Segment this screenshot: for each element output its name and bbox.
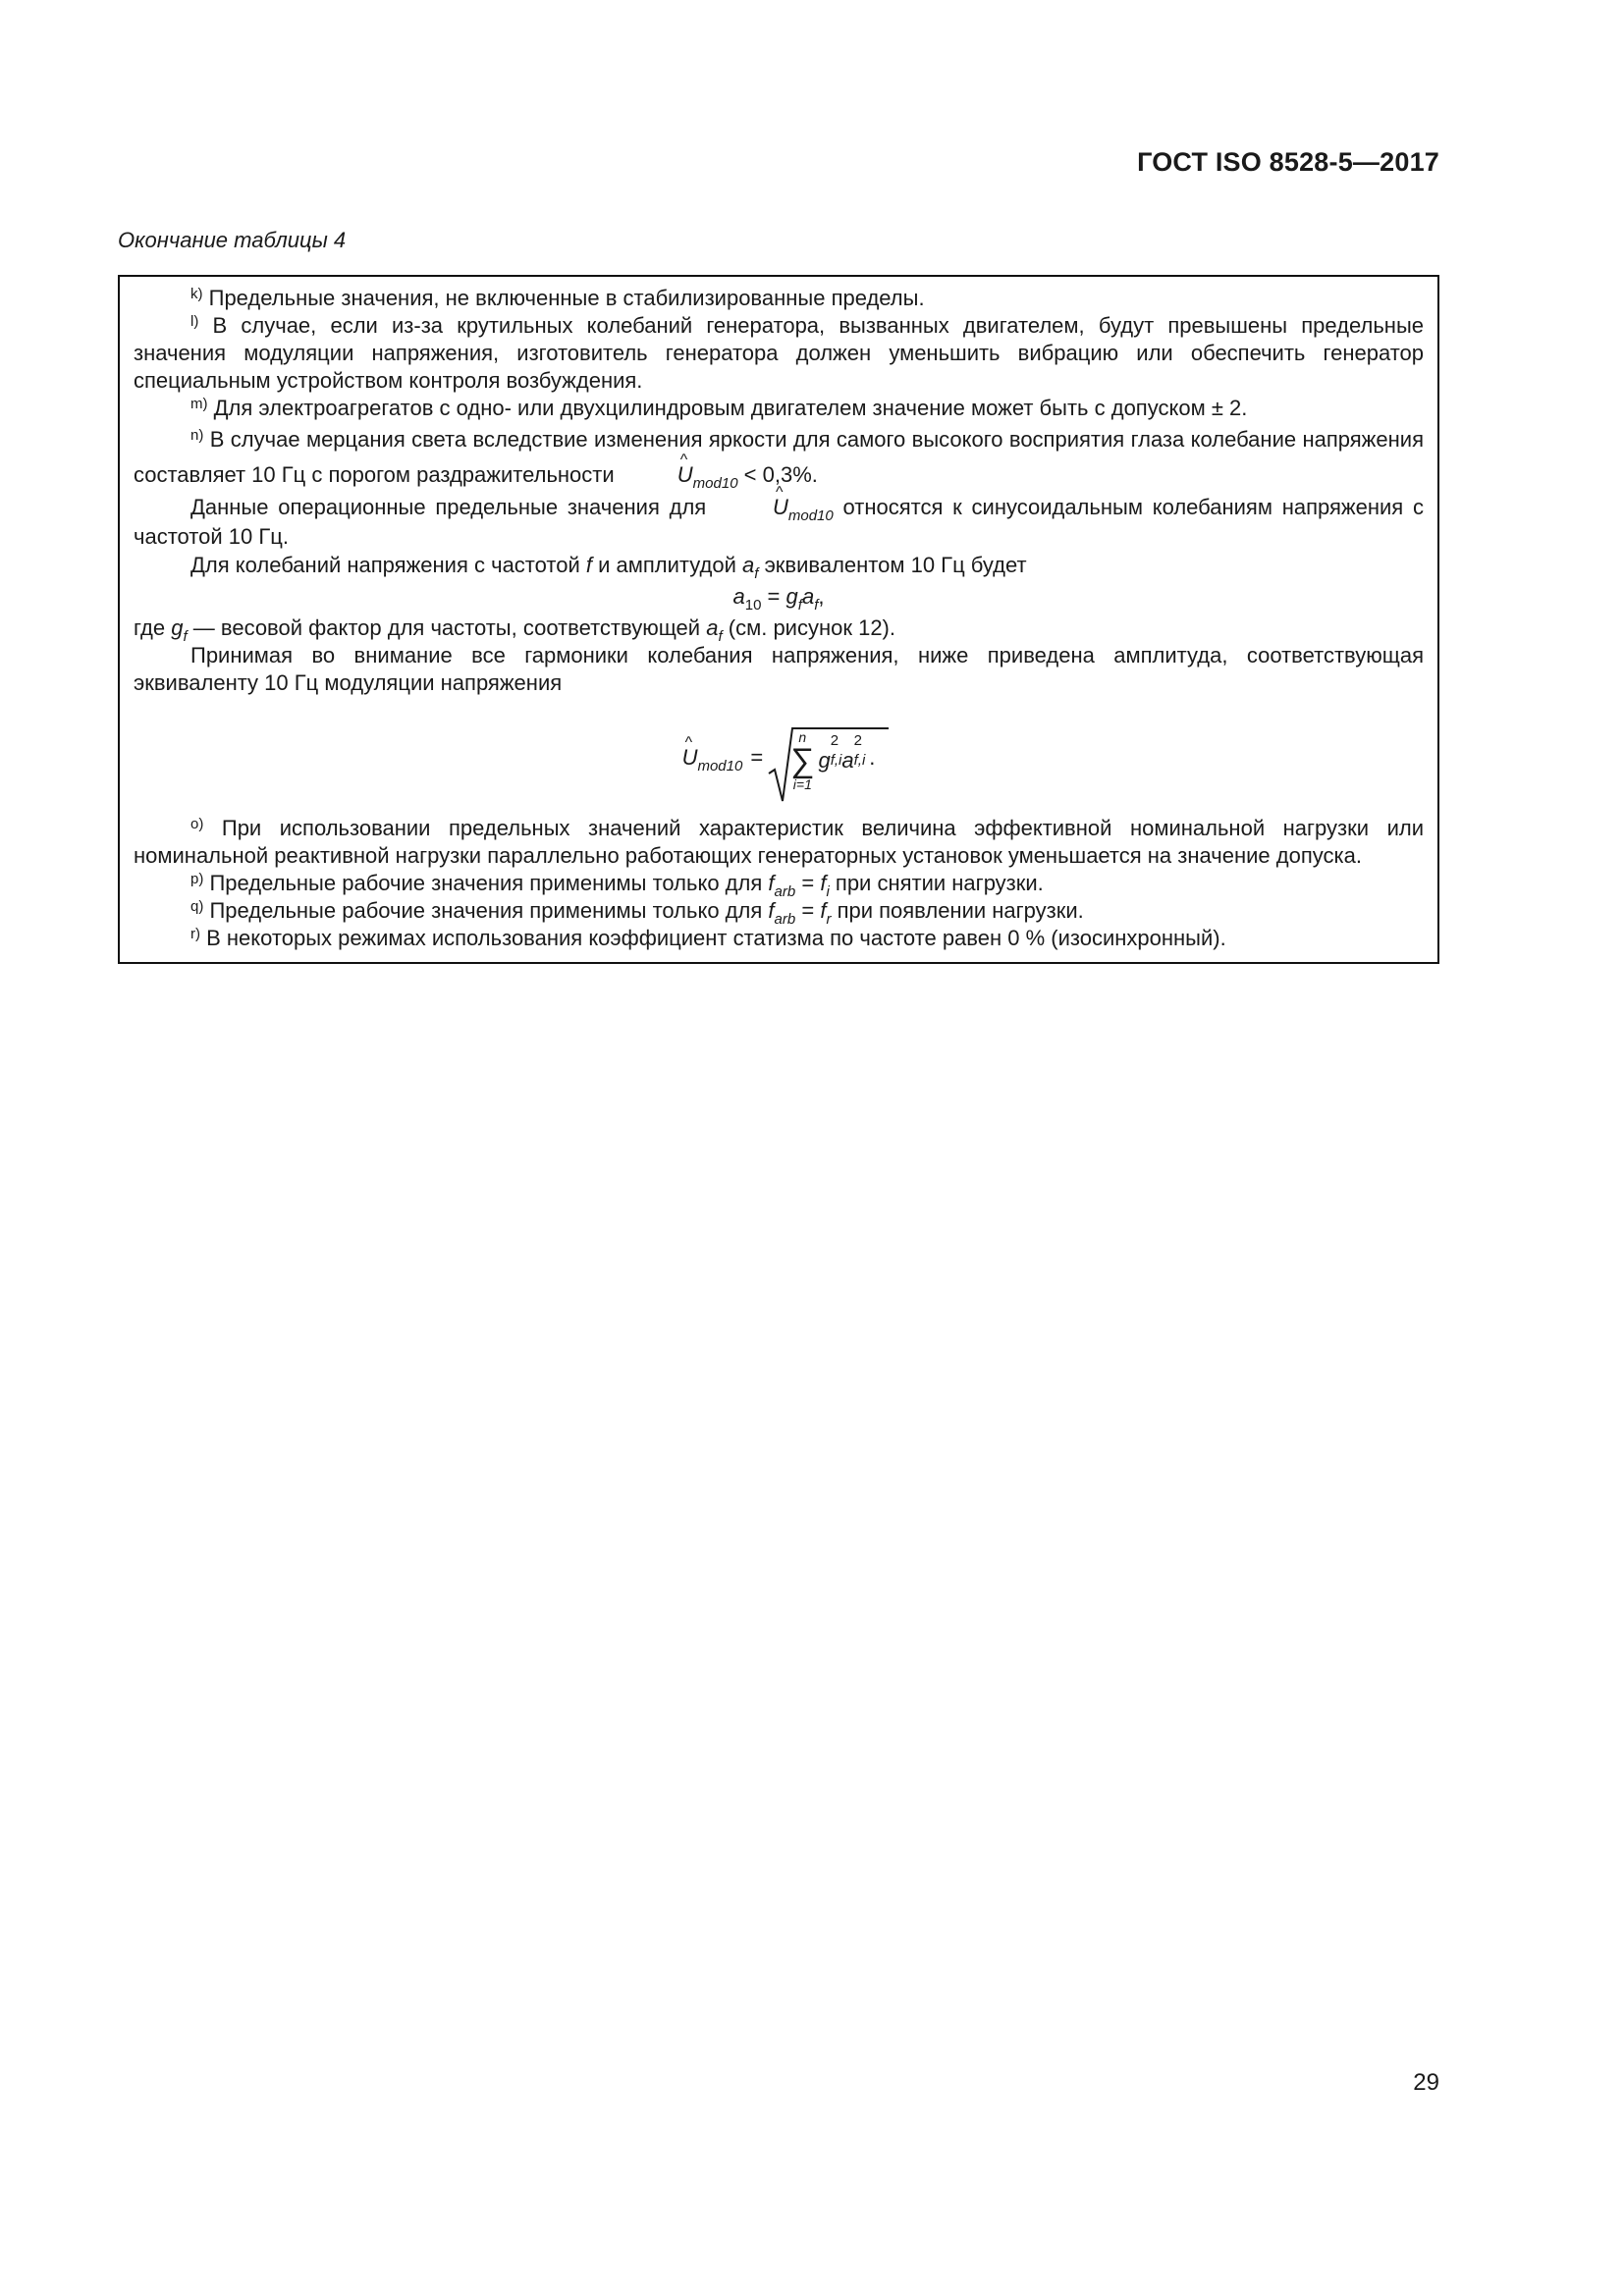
square-root: n ∑ i=1 g 2 f,i a 2 f,i bbox=[767, 724, 865, 791]
note-text: При использовании предельных значений характеристик величина эффективной номинальной нагрузки или номинальной реактивной нагрузки параллельно работающих генераторных установок уменьшается на значение допуска. bbox=[134, 816, 1424, 868]
note-o bbox=[134, 815, 1424, 870]
formula-u-mod10: ^ $U_{mod10}$ = n ∑ i=1 g 2 f,i a 2 f,i . bbox=[134, 711, 1424, 805]
u-hat-symbol: ^ U bbox=[621, 457, 693, 493]
note-n-harmonics: Принимая во внимание все гармоники колебания напряжения, ниже приведена амплитуда, соответствующая эквиваленту 10 Гц модуляции напряжения bbox=[134, 643, 1424, 695]
note-mark: k) bbox=[190, 286, 203, 302]
note-l bbox=[134, 312, 1424, 395]
note-n-operational: Данные операционные предельные значения для ^ $U_{mod10}$ относятся к синусоидальным колебаниям напряжения с частотой 10 Гц. bbox=[134, 493, 1424, 552]
document-code: ГОСТ ISO 8528-5—2017 bbox=[1137, 147, 1439, 177]
note-text: Для электроагрегатов с одно- или двухцилиндровым двигателем значение может быть с допуском ± 2. bbox=[213, 396, 1248, 420]
note-text: В случае мерцания света вследствие изменения яркости для самого высокого восприятия глаза колебание напряжения составляет 10 Гц с порогом раздражительности bbox=[134, 427, 1424, 487]
note-m bbox=[134, 395, 1424, 422]
subscript: mod10 bbox=[787, 507, 834, 524]
subscript: mod10 bbox=[692, 475, 738, 492]
note-text: В случае, если из-за крутильных колебаний генератора, вызванных двигателем, будут превышены предельные значения модуляции напряжения, изготовитель генератора должен уменьшить вибрацию или обеспечить генератор специальным устройством контроля возбуждения. bbox=[134, 313, 1424, 393]
note-k bbox=[134, 285, 1424, 312]
threshold-value: < 0,3%. bbox=[743, 462, 818, 487]
note-mark: l) bbox=[190, 313, 199, 330]
note-mark: m) bbox=[190, 396, 208, 412]
u-hat-symbol: ^ U bbox=[716, 493, 788, 522]
note-text: Предельные значения, не включенные в стабилизированные пределы. bbox=[208, 286, 925, 310]
note-mark: o) bbox=[190, 816, 204, 832]
note-mark: p) bbox=[190, 871, 204, 887]
note-mark: n) bbox=[190, 427, 204, 444]
page-number: 29 bbox=[1413, 2069, 1439, 2096]
note-r bbox=[134, 925, 1424, 952]
note-p: $^{p)}$ Предельные рабочие значения применимы только для $f_{arb} = f_i$ при снятии нагрузки. bbox=[190, 871, 1044, 900]
note-text: В некоторых режимах использования коэффициент статизма по частоте равен 0 % (изосинхронный). bbox=[206, 926, 1226, 950]
radical-sign-icon bbox=[767, 724, 889, 805]
formula-a10: $a_{10} = g_fa_f$, bbox=[732, 584, 825, 614]
u-hat-symbol: ^ U bbox=[682, 744, 698, 772]
table-continuation-caption: Окончание таблицы 4 bbox=[118, 228, 347, 252]
summation: n ∑ i=1 bbox=[790, 729, 815, 792]
note-q: $^{q)}$ Предельные рабочие значения применимы только для $f_{arb} = f_r$ при появлении нагрузки. bbox=[190, 898, 1084, 928]
table-notes-box bbox=[118, 275, 1439, 964]
note-mark: r) bbox=[190, 926, 200, 942]
note-n-equivalent: Для колебаний напряжения с частотой f и амплитудой $a_f$ эквивалентом 10 Гц будет bbox=[190, 553, 1027, 582]
note-mark: q) bbox=[190, 898, 204, 915]
note-n-where: где $g_f$ — весовой фактор для частоты, соответствующей $a_f$ (см. рисунок 12). bbox=[134, 615, 895, 645]
